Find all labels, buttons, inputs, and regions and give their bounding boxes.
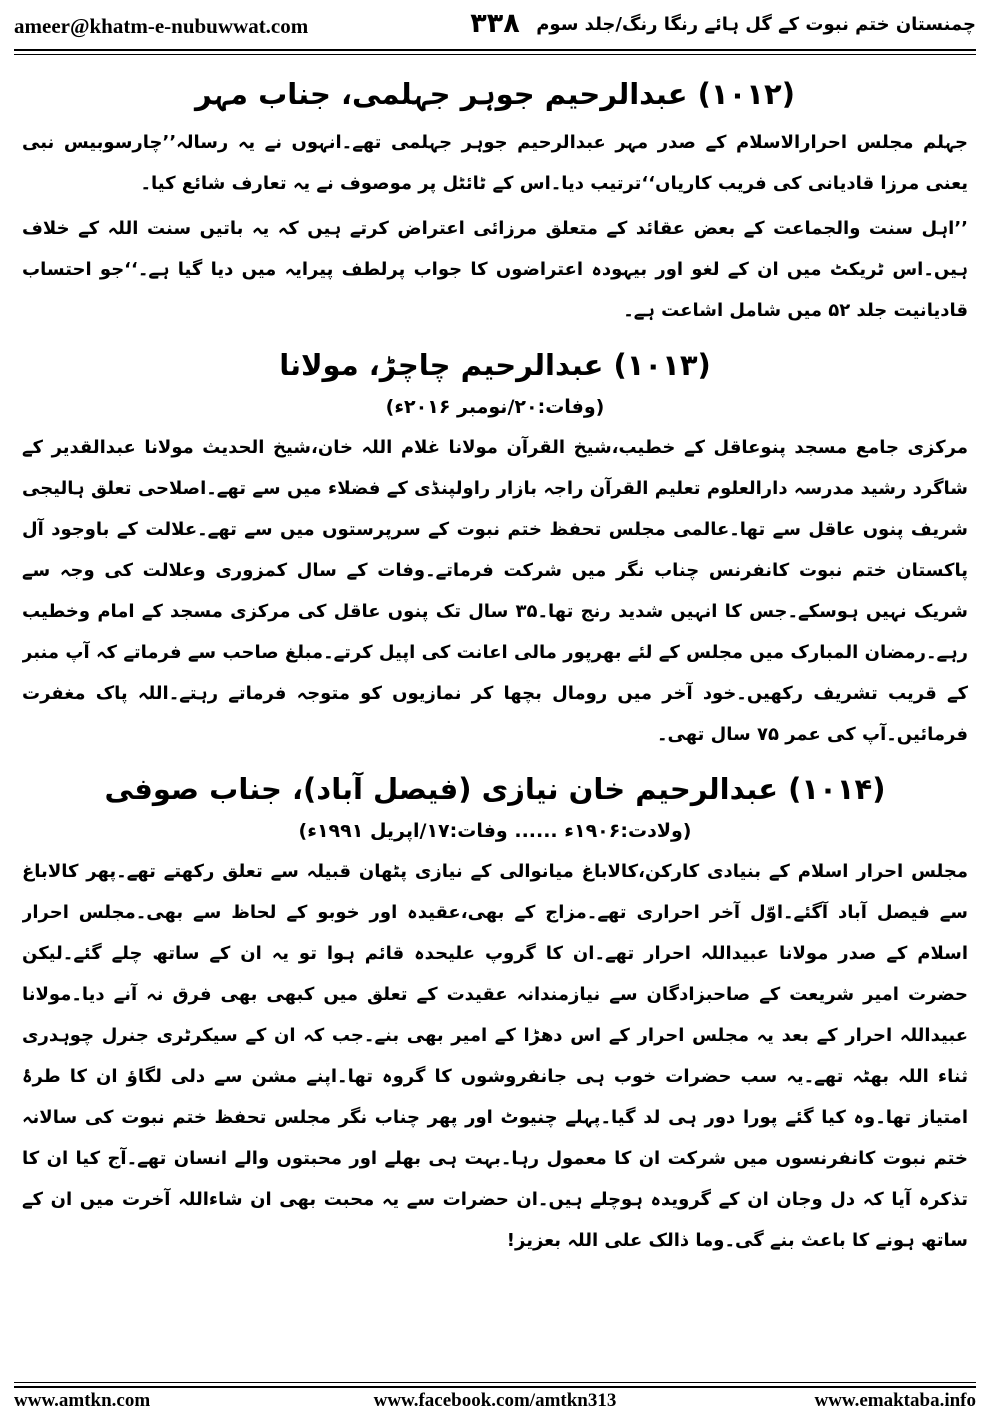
page-header	[14, 6, 976, 48]
header-email: ameer@khatm-e-nubuwwat.com	[14, 14, 309, 38]
section-dates: (وفات:۲۰/نومبر ۲۰۱۶ء)	[385, 396, 605, 418]
page-number: ۳۳۸	[470, 8, 520, 39]
section-title-1012: (۱۰۱۲) عبدالرحیم جوہر جہلمی، جناب مہر	[195, 77, 795, 111]
footer-link-facebook: www.facebook.com/amtkn313	[373, 1390, 617, 1411]
paragraph: مجلس احرار اسلام کے بنیادی کارکن،کالاباغ میانوالی کے نیازی پٹھان قبیلہ سے تعلق رکھتے تھے۔پھر کالاباغ سے فیصل آباد آگئے۔اوّل آخر احراری تھے۔مزاج کے بھی،عقیدہ اور خوبو کے لحاظ سے بھی۔مجلس احرار اسلام کے صدر مولانا عبیداللہ احرار تھے۔ان کا گروپ علیحدہ قائم ہوا تو یہ ان کے ساتھ چلے گئے۔لیکن حضرت امیر شریعت کے صاحبزادگان سے نیازمندانہ عقیدت کے تعلق میں کبھی بھی فرق نہ آنے دیا۔مولانا عبیداللہ احرار کے بعد یہ مجلس احرار کے اس دھڑا کے امیر بھی بنے۔جب کہ ان کے سیکرٹری جنرل چوہدری ثناء اللہ بھٹہ تھے۔یہ سب حضرات خوب ہی جانفروشوں کا گروہ تھا۔اپنے مشن سے دلی لگاؤ ان کا طرۂ امتیاز تھا۔وہ کیا گئے پورا دور ہی لد گیا۔پہلے چنیوٹ اور پھر چناب نگر مجلس تحفظ ختم نبوت کی سالانہ ختم نبوت کانفرنسوں میں شرکت ان کا معمول رہا۔بہت ہی بھلے اور محبتوں والے انسان تھے۔آج کیا ان کا تذکرہ آیا کہ دل وجان ان کے گرویدہ ہوچلے ہیں۔ان حضرات سے یہ محبت بھی ان شاءاللہ آخرت میں ان کے ساتھ ہونے کا باعث بنے گی۔وما ذالک علی اللہ بعزیز!	[22, 861, 968, 1251]
footer-link-amtkn: www.amtkn.com	[14, 1390, 151, 1411]
paragraph: ’’اہل سنت والجماعت کے بعض عقائد کے متعلق مرزائی اعتراض کرتے ہیں کہ یہ باتیں سنت اللہ کے خلاف ہیں۔اس ٹریکٹ میں ان کے لغو اور بیہودہ اعتراضوں کا جواب پرلطف پیرایہ میں دیا گیا ہے۔‘‘جو احتساب قادیانیت جلد ۵۲ میں شامل اشاعت ہے۔	[22, 218, 968, 321]
page-footer	[14, 1390, 976, 1416]
paragraph: مرکزی جامع مسجد پنوعاقل کے خطیب،شیخ القرآن مولانا غلام اللہ خان،شیخ الحدیث مولانا عبدالقدیر کے شاگرد رشید مدرسہ دارالعلوم تعلیم القرآن راجہ بازار راولپنڈی کے فضلاء میں سے تھے۔اصلاحی تعلق ہالیجی شریف پنوں عاقل سے تھا۔عالمی مجلس تحفظ ختم نبوت کے سرپرستوں میں سے تھے۔علالت کے باوجود آل پاکستان ختم نبوت کانفرنس چناب نگر میں شرکت فرماتے۔وفات کے سال کمزوری وعلالت کی وجہ سے شریک نہیں ہوسکے۔جس کا انہیں شدید رنج تھا۔۳۵ سال تک پنوں عاقل کی مرکزی مسجد کے امام وخطیب رہے۔رمضان المبارک میں مجلس کے لئے بھرپور مالی اعانت کی اپیل کرتے۔مبلغ صاحب سے فرماتے کہ آپ منبر کے قریب تشریف رکھیں۔خود آخر میں رومال بچھا کر نمازیوں کو متوجہ فرماتے رہتے۔اللہ پاک مغفرت فرمائیں۔آپ کی عمر ۷۵ سال تھی۔	[22, 437, 968, 745]
page-content	[22, 60, 968, 1376]
section-dates: (ولادت:۱۹۰۶ء ...... وفات:۱۷/اپریل ۱۹۹۱ء)	[298, 820, 692, 842]
footer-divider	[14, 1382, 976, 1388]
header-divider	[14, 49, 976, 55]
footer-link-emaktaba: www.emaktaba.info	[814, 1390, 976, 1411]
paragraph: جہلم مجلس احرارالاسلام کے صدر مہر عبدالرحیم جوہر جہلمی تھے۔انہوں نے یہ رسالہ’’چارسوبیس نبی یعنی مرزا قادیانی کی فریب کاریاں‘‘ترتیب دیا۔اس کے ٹائٹل پر موصوف نے یہ تعارف شائع کیا۔	[22, 132, 968, 194]
section-title-1014: (۱۰۱۴) عبدالرحیم خان نیازی (فیصل آباد)، جناب صوفی	[104, 772, 886, 806]
section-title-1013: (۱۰۱۳) عبدالرحیم چاچڑ، مولانا	[279, 348, 711, 382]
book-title: چمنستان ختم نبوت کے گل ہائے رنگا رنگ/جلد سوم	[536, 14, 976, 35]
